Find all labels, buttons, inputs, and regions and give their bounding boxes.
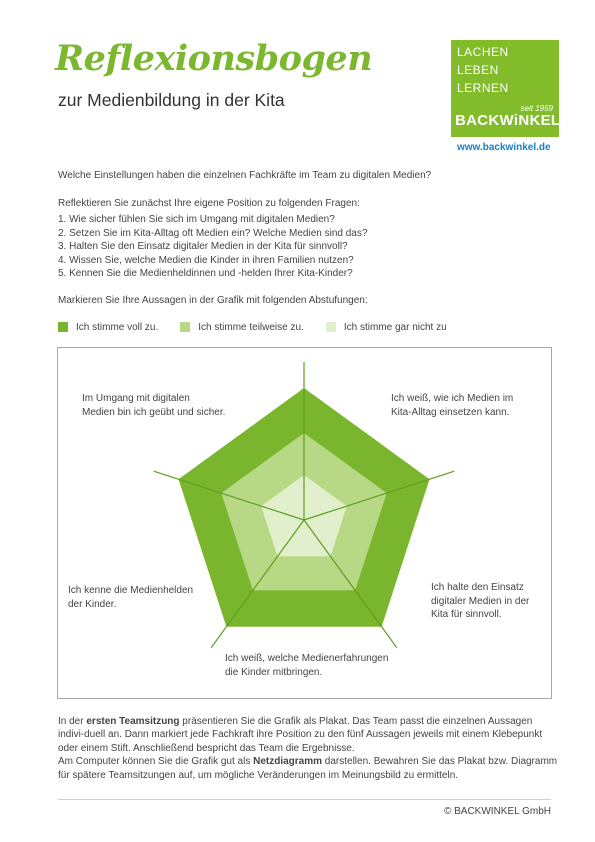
text-span: Am Computer können Sie die Grafik gut als (58, 756, 254, 768)
logo-line-2: LEBEN (457, 63, 499, 77)
radar-chart (57, 347, 552, 699)
axis-label-line: der Kinder. (68, 598, 117, 610)
page-title: Reflexionsbogen (55, 38, 373, 79)
question-item: 1. Wie sicher fühlen Sie sich im Umgang mit digitalen Medien? (58, 214, 335, 225)
copyright: © BACKWINKEL GmbH (443, 806, 551, 817)
question-item: 3. Halten Sie den Einsatz digitaler Medien in der Kita für sinnvoll? (58, 241, 348, 253)
text-span: präsentieren Sie die Grafik als Plakat. Das Team passt die einzelnen Aussagen indivi-duell an. Dann markiert jede Fachkraft ihre Position zu den fünf Aussagen jeweils mit einem Klebepunkt oder einem Stift. Anschließend bespricht das Team die Ergebnisse. (58, 716, 543, 754)
closing-paragraph-2 (58, 755, 558, 782)
legend-label: Ich stimme voll zu. (76, 321, 159, 333)
text-span: In der (58, 716, 87, 727)
legend (58, 320, 469, 334)
page-subtitle: zur Medienbildung in der Kita (58, 90, 285, 110)
axis-label-line: Medien bin ich geübt und sicher. (82, 406, 226, 418)
intro-question: Welche Einstellungen haben die einzelnen Fachkräfte im Team zu digitalen Medien? (58, 170, 432, 181)
logo-brand: BACKWiNKEL (455, 112, 561, 129)
legend-swatch-full (58, 322, 68, 332)
axis-label-right (431, 581, 529, 622)
closing-paragraph-1 (58, 715, 558, 755)
instruction-text: Markieren Sie Ihre Aussagen in der Grafik mit folgenden Abstufungen: (58, 295, 368, 306)
website-link[interactable]: www.backwinkel.de (457, 142, 551, 153)
legend-label: Ich stimme teilweise zu. (198, 321, 304, 333)
intro-prompt: Reflektieren Sie zunächst Ihre eigene Position zu folgenden Fragen: (58, 198, 360, 209)
axis-label-line: Im Umgang mit digitalen (82, 393, 190, 404)
legend-item-none (326, 322, 447, 333)
axis-label-line: Kita-Alltag einsetzen kann. (391, 406, 510, 418)
legend-swatch-none (326, 322, 336, 332)
logo-line-3: LERNEN (457, 81, 509, 95)
axis-label-line: Kita für sinnvoll. (431, 609, 502, 620)
logo-line-1: LACHEN (457, 45, 509, 59)
closing-text (58, 715, 558, 782)
text-span: darstellen. Bewahren Sie das Plakat bzw. Diagramm für spätere Teamsitzungen auf, um mögliche Veränderungen im Meinungsbild zu ermitteln. (58, 756, 558, 781)
question-item: 5. Kennen Sie die Medienheldinnen und -helden Ihrer Kita-Kinder? (58, 268, 353, 280)
axis-label-line: die Kinder mitbringen. (225, 666, 323, 678)
emphasis-radar-chart: Netzdiagramm (253, 756, 322, 768)
question-item: 2. Setzen Sie im Kita-Alltag oft Medien ein? Welche Medien sind das? (58, 227, 368, 239)
logo-box (451, 40, 559, 137)
legend-item-full (58, 322, 158, 333)
legend-swatch-partial (180, 322, 190, 332)
axis-label-bottom (225, 652, 388, 679)
axis-label-top-right (391, 392, 513, 419)
axis-label-line: Ich weiß, welche Medienerfahrungen (225, 653, 389, 664)
question-list (58, 213, 367, 281)
axis-label-line: Ich halte den Einsatz (431, 582, 524, 593)
axis-label-left (68, 584, 193, 611)
question-item: 4. Wissen Sie, welche Medien die Kinder in ihren Familien nutzen? (58, 254, 354, 266)
axis-label-top-left (82, 392, 225, 419)
logo-since: seit 1959 (520, 104, 553, 113)
axis-label-line: Ich kenne die Medienhelden (68, 585, 194, 596)
axis-label-line: digitaler Medien in der (431, 595, 530, 607)
emphasis-team-meeting: ersten Teamsitzung (86, 716, 180, 727)
footer-divider (58, 799, 551, 800)
legend-item-partial (180, 322, 304, 333)
backwinkel-logo[interactable] (451, 40, 559, 158)
axis-label-line: Ich weiß, wie ich Medien im (391, 393, 514, 404)
legend-label: Ich stimme gar nicht zu (343, 321, 447, 333)
